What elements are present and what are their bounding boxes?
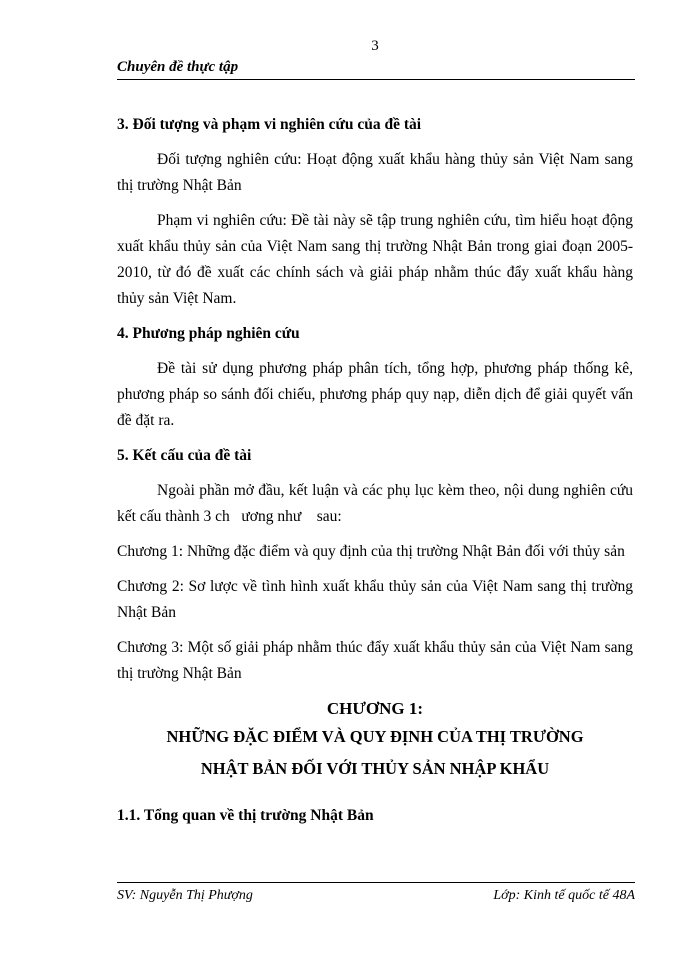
page-number: 3 [371, 38, 379, 54]
document-body [117, 112, 637, 838]
section-3-paragraph-1: Đối tượng nghiên cứu: Hoạt động xuất khẩu hàng thủy sản Việt Nam sang thị trường Nhật Bản [117, 151, 633, 194]
chapter-list-item-2: Chương 2: Sơ lược về tình hình xuất khẩu thủy sản của Việt Nam sang thị trường Nhật Bản [117, 578, 633, 621]
footer-divider [117, 882, 635, 883]
section-5-heading: 5. Kết cấu của đề tài [117, 447, 252, 464]
chapter-list-item-1: Chương 1: Những đặc điểm và quy định của thị trường Nhật Bản đối với thủy sản [117, 543, 625, 560]
section-4-heading: 4. Phương pháp nghiên cứu [117, 325, 300, 342]
section-4-paragraph-1: Đề tài sử dụng phương pháp phân tích, tổng hợp, phương pháp thống kê, phương pháp so sánh đối chiếu, phương pháp quy nạp, diễn dịch để giải quyết vấn đề đặt ra. [117, 360, 633, 429]
section-3-paragraph-2: Phạm vi nghiên cứu: Đề tài này sẽ tập trung nghiên cứu, tìm hiểu hoạt động xuất khẩu thủy sản của Việt Nam sang thị trường Nhật Bản trong giai đoạn 2005-2010, từ đó đề xuất các chính sách và giải pháp nhằm thúc đẩy xuất khẩu hàng thủy sản Việt Nam. [117, 212, 633, 307]
chapter-title-line-1: NHỮNG ĐẶC ĐIỂM VÀ QUY ĐỊNH CỦA THỊ TRƯỜNG [166, 727, 584, 746]
chapter-title-line-2: NHẬT BẢN ĐỐI VỚI THỦY SẢN NHẬP KHẨU [200, 759, 550, 778]
footer-student-name: SV: Nguyễn Thị Phượng [117, 888, 253, 903]
header-divider [117, 79, 635, 80]
section-3-heading: 3. Đối tượng và phạm vi nghiên cứu của đề tài [117, 116, 422, 133]
subsection-1-1-heading: 1.1. Tổng quan về thị trường Nhật Bản [117, 807, 374, 824]
footer-class-name: Lớp: Kinh tế quốc tế 48A [493, 888, 635, 903]
running-header-title: Chuyên đề thực tập [117, 59, 239, 75]
chapter-list-item-3: Chương 3: Một số giải pháp nhằm thúc đẩy xuất khẩu thủy sản của Việt Nam sang thị trường Nhật Bản [117, 639, 633, 682]
chapter-number-heading: CHƯƠNG 1: [326, 699, 424, 718]
section-5-paragraph-1: Ngoài phần mở đầu, kết luận và các phụ lục kèm theo, nội dung nghiên cứu kết cấu thành 3 ch ương như sau: [117, 482, 637, 525]
